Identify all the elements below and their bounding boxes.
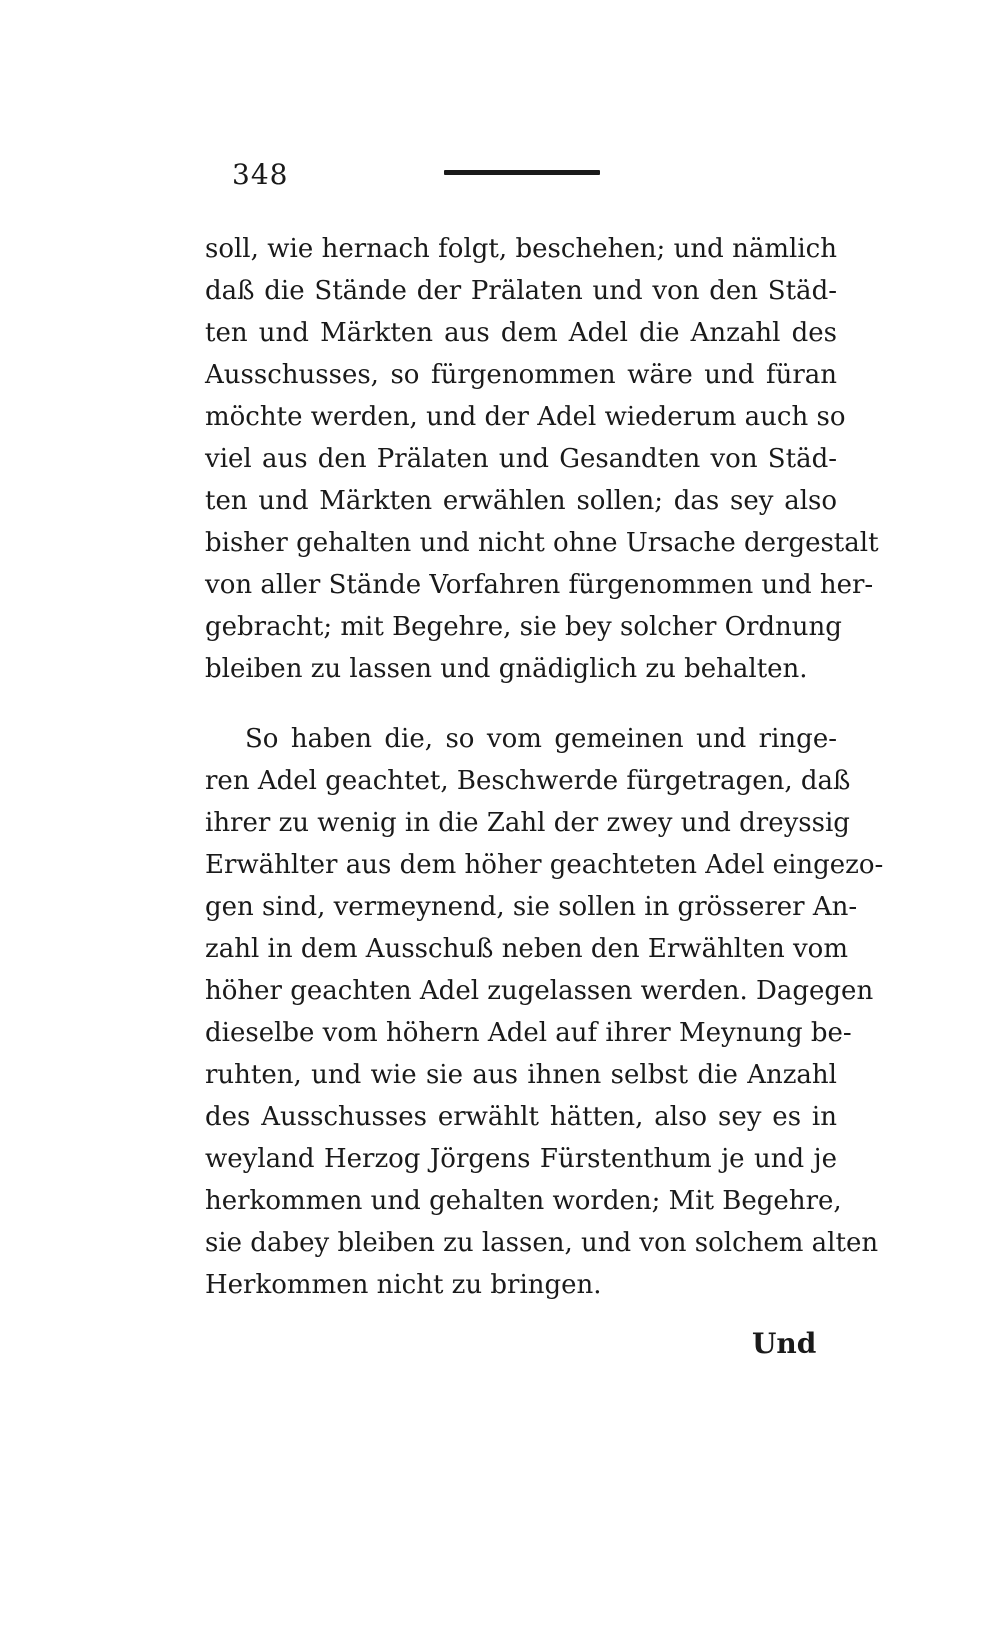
- text-line: ruhten, und wie sie aus ihnen selbst die Anzahl: [205, 1060, 837, 1090]
- text-line: soll, wie hernach folgt, beschehen; und nämlich: [205, 234, 837, 264]
- text-line: weyland Herzog Jörgens Fürstenthum je und je: [205, 1144, 837, 1174]
- text-line: ihrer zu wenig in die Zahl der zwey und dreyssig: [205, 808, 850, 838]
- text-line: Erwählter aus dem höher geachteten Adel eingezo-: [205, 850, 884, 880]
- text-line: bleiben zu lassen und gnädiglich zu behalten.: [205, 654, 808, 684]
- text-line: daß die Stände der Prälaten und von den Städ-: [205, 276, 837, 306]
- text-line: ten und Märkten aus dem Adel die Anzahl des: [205, 318, 837, 348]
- text-line: bisher gehalten und nicht ohne Ursache dergestalt: [205, 528, 879, 558]
- text-line: viel aus den Prälaten und Gesandten von Städ-: [205, 444, 837, 474]
- text-line: ten und Märkten erwählen sollen; das sey also: [205, 486, 837, 516]
- catchword: Und: [752, 1327, 817, 1360]
- text-line: gen sind, vermeynend, sie sollen in grösserer An-: [205, 892, 858, 922]
- text-line: Herkommen nicht zu bringen.: [205, 1270, 602, 1300]
- text-line: des Ausschusses erwählt hätten, also sey es in: [205, 1102, 837, 1132]
- text-line: So haben die, so vom gemeinen und ringe-: [245, 724, 837, 754]
- paragraph-1: [205, 228, 879, 690]
- paragraph-2: [205, 718, 884, 1306]
- text-line: zahl in dem Ausschuß neben den Erwählten vom: [205, 934, 848, 964]
- text-line: ren Adel geachtet, Beschwerde fürgetragen, daß: [205, 766, 851, 796]
- text-line: höher geachten Adel zugelassen werden. Dagegen: [205, 976, 874, 1006]
- page-number: 348: [232, 158, 289, 191]
- header-rule: [444, 170, 600, 175]
- text-line: dieselbe vom höhern Adel auf ihrer Meynung be-: [205, 1018, 852, 1048]
- text-line: von aller Stände Vorfahren fürgenommen und her-: [205, 570, 874, 600]
- text-line: möchte werden, und der Adel wiederum auch so: [205, 402, 846, 432]
- text-line: Ausschusses, so fürgenommen wäre und füran: [205, 360, 837, 390]
- text-line: gebracht; mit Begehre, sie bey solcher Ordnung: [205, 612, 842, 642]
- text-line: herkommen und gehalten worden; Mit Begehre,: [205, 1186, 842, 1216]
- text-line: sie dabey bleiben zu lassen, und von solchem alten: [205, 1228, 879, 1258]
